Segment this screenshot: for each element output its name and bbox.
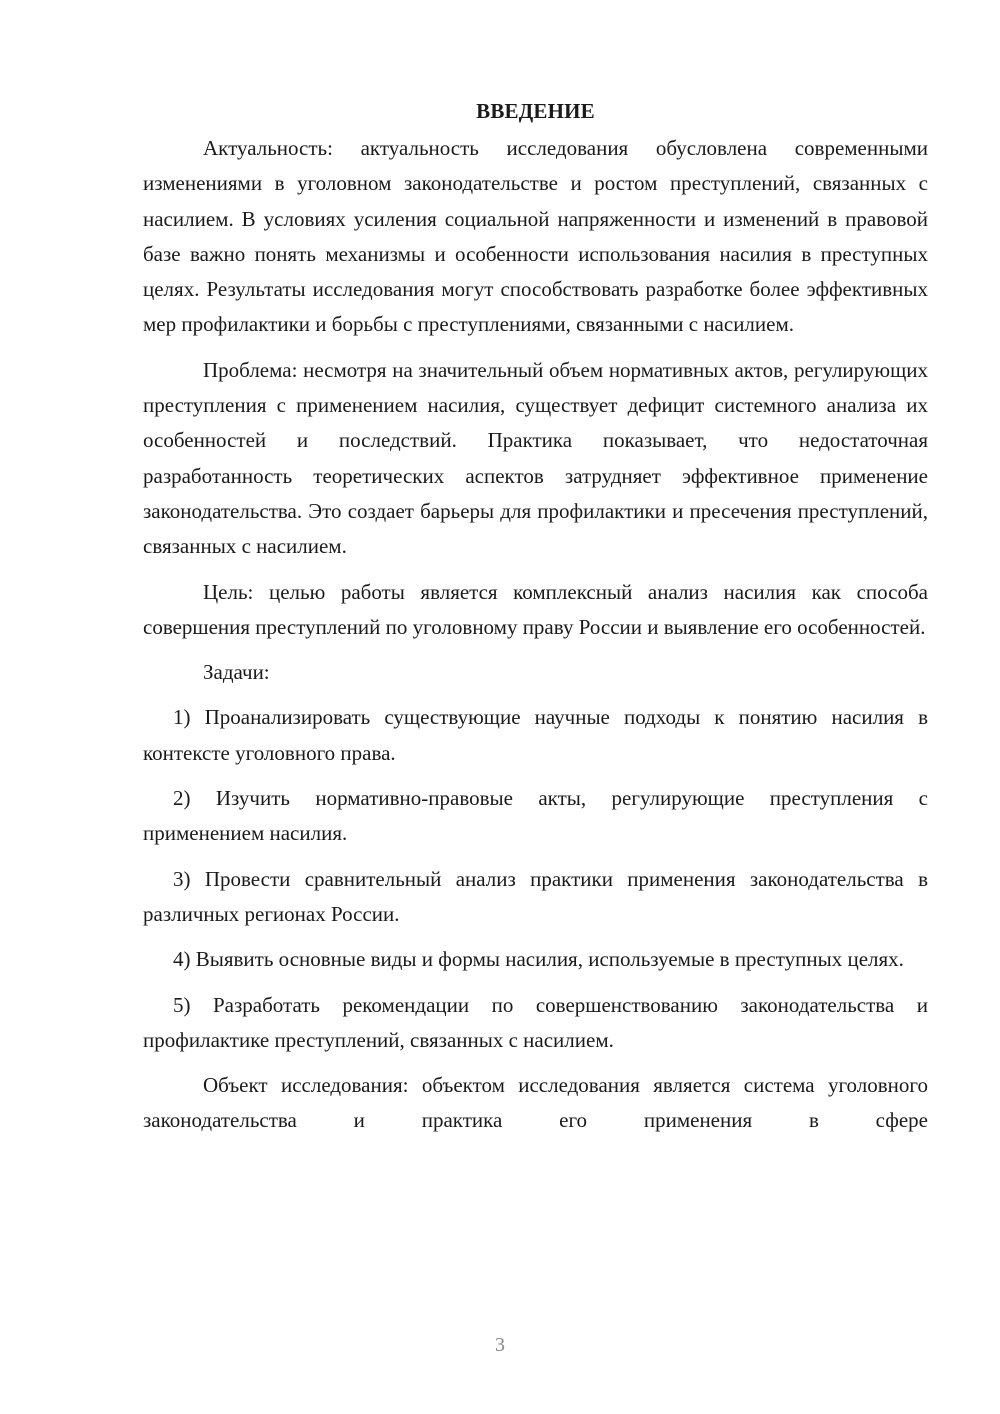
paragraph-tasks-label: Задачи: [203,660,270,685]
page-number: 3 [495,1334,505,1356]
paragraph-object: Объект исследования: объектом исследования является система уголовного законодательства и практика его применения в сфере [143,1073,928,1133]
paragraph-goal: Цель: целью работы является комплексный анализ насилия как способа совершения преступлений по уголовному праву России и выявление его особенностей. [143,579,928,639]
paragraph-problem: Проблема: несмотря на значительный объем нормативных актов, регулирующих преступления с применением насилия, существует дефицит системного анализа их особенностей и последствий. Практика показывает, что недостаточная разработанность теоретических аспектов затрудняет эффективное применение законодательства. Это создает барьеры для профилактики и пресечения преступлений, связанных с насилием. [143,357,928,559]
task-item-5: 5) Разработать рекомендации по совершенствованию законодательства и профилактике преступлений, связанных с насилием. [143,992,928,1052]
page-heading: ВВЕДЕНИЕ [476,99,595,123]
task-item-2: 2) Изучить нормативно-правовые акты, регулирующие преступления с применением насилия. [143,786,928,846]
task-item-3: 3) Провести сравнительный анализ практики применения законодательства в различных регионах России. [143,866,928,926]
document-page [143,94,928,1139]
task-item-1: 1) Проанализировать существующие научные подходы к понятию насилия в контексте уголовного права. [143,705,928,765]
task-item-4: 4) Выявить основные виды и формы насилия, используемые в преступных целях. [173,947,904,972]
paragraph-relevance: Актуальность: актуальность исследования обусловлена современными изменениями в уголовном законодательстве и ростом преступлений, связанных с насилием. В условиях усиления социальной напряженности и изменений в правовой базе важно понять механизмы и особенности использования насилия в преступных целях. Результаты исследования могут способствовать разработке более эффективных мер профилактики и борьбы с преступлениями, связанными с насилием. [143,136,928,337]
